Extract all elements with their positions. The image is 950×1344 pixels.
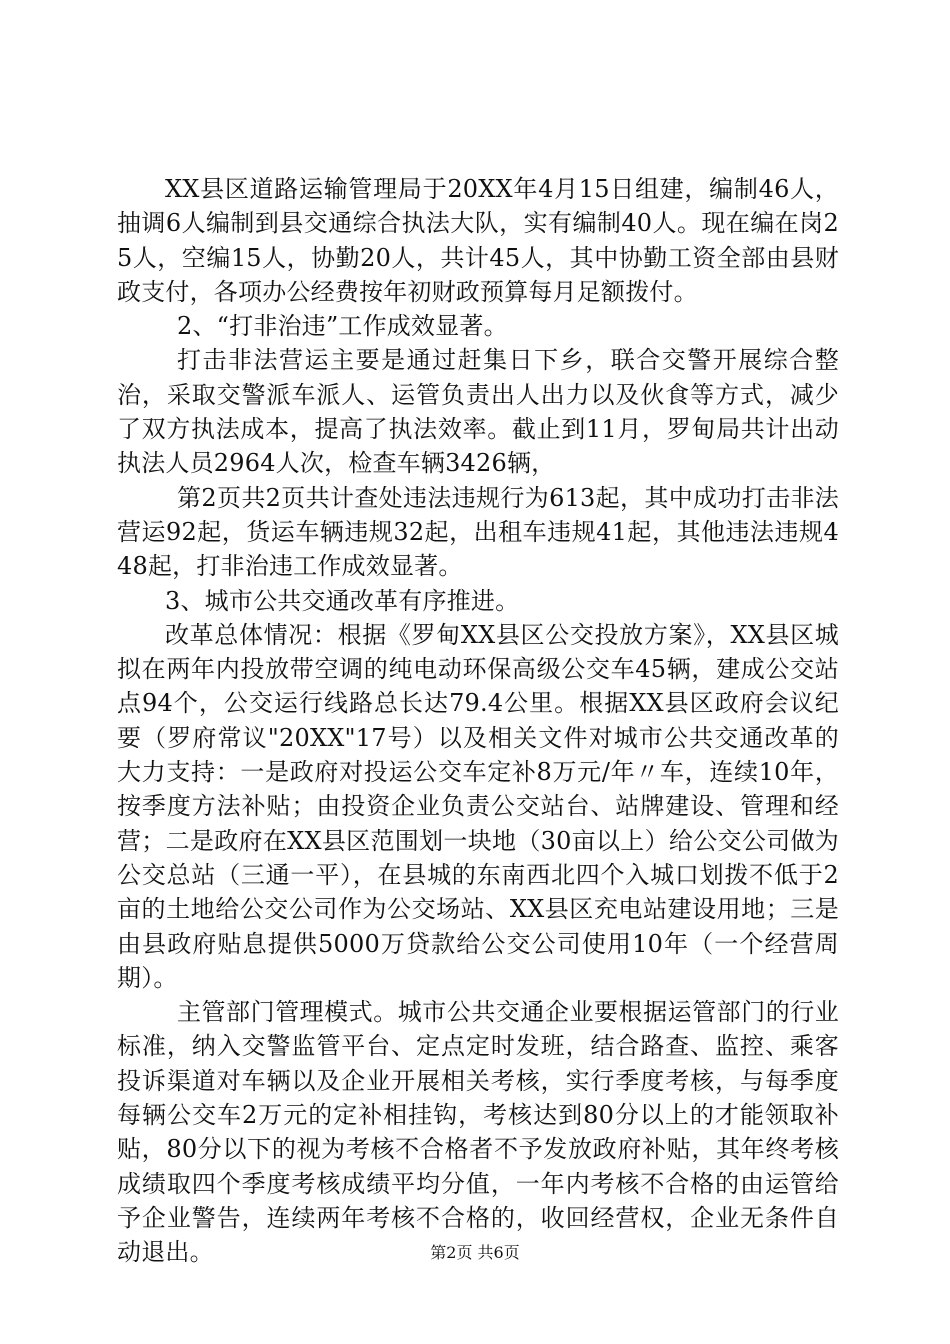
section-heading-2: 2、“打非治违”工作成效显著。 [177,312,508,341]
paragraph-management-mode: 主管部门管理模式。城市公共交通企业要根据运管部门的行业标准，纳入交警监管平台、定点定时发班，结合路查、监控、乘客投诉渠道对车辆以及企业开展相关考核，实行季度考核，与每季度每辆公交车2万元的定补相挂钩，考核达到80分以上的才能领取补贴，80分以下的视为考核不合格者不予发放政府补贴，其年终考核成绩取四个季度考核成绩平均分值，一年内考核不合格的由运管给予企业警告，连续两年考核不合格的，收回经营权，企业无条件自动退出。 [117,998,839,1267]
paragraph-reform-overview: 改革总体情况：根据《罗甸XX县区公交投放方案》，XX县区城拟在两年内投放带空调的纯电动环保高级公交车45辆，建成公交站点94个，公交运行线路总长达79.4公里。根据XX县区政府会议纪要（罗府常议"20XX"17号）以及相关文件对城市公共交通改革的大力支持：一是政府对投运公交车定补8万元/年〃车，连续10年，按季度方法补贴；由投资企业负责公交站台、站牌建设、管理和经营；二是政府在XX县区范围划一块地（30亩以上）给公交公司做为公交总站（三通一平），在县城的东南西北四个入城口划拨不低于2亩的土地给公交公司作为公交场站、XX县区充电站建设用地；三是由县政府贴息提供5000万贷款给公交公司使用10年（一个经营周期）。 [117,620,839,992]
paragraph-staffing: XX县区道路运输管理局于20XX年4月15日组建，编制46人，抽调6人编制到县交通综合执法大队，实有编制40人。现在编在岗25人，空编15人，协勤20人，共计45人，其中协勤工资全部由县财政支付，各项办公经费按年初财政预算每月足额拨付。 [117,175,839,306]
paragraph-enforcement: 打击非法营运主要是通过赶集日下乡，联合交警开展综合整治，采取交警派车派人、运管负责出人出力以及伙食等方式，减少了双方执法成本，提高了执法效率。截止到11月，罗甸局共计出动执法人员2964人次，检查车辆3426辆， [117,346,839,478]
page-footer: 第2页 共6页 [430,1243,520,1262]
section-heading-3: 3、城市公共交通改革有序推进。 [165,586,520,615]
document-body [117,172,839,1270]
paragraph-violations: 第2页共2页共计查处违法违规行为613起，其中成功打击非法营运92起，货运车辆违规32起，出租车违规41起，其他违法违规448起，打非治违工作成效显著。 [117,483,839,581]
